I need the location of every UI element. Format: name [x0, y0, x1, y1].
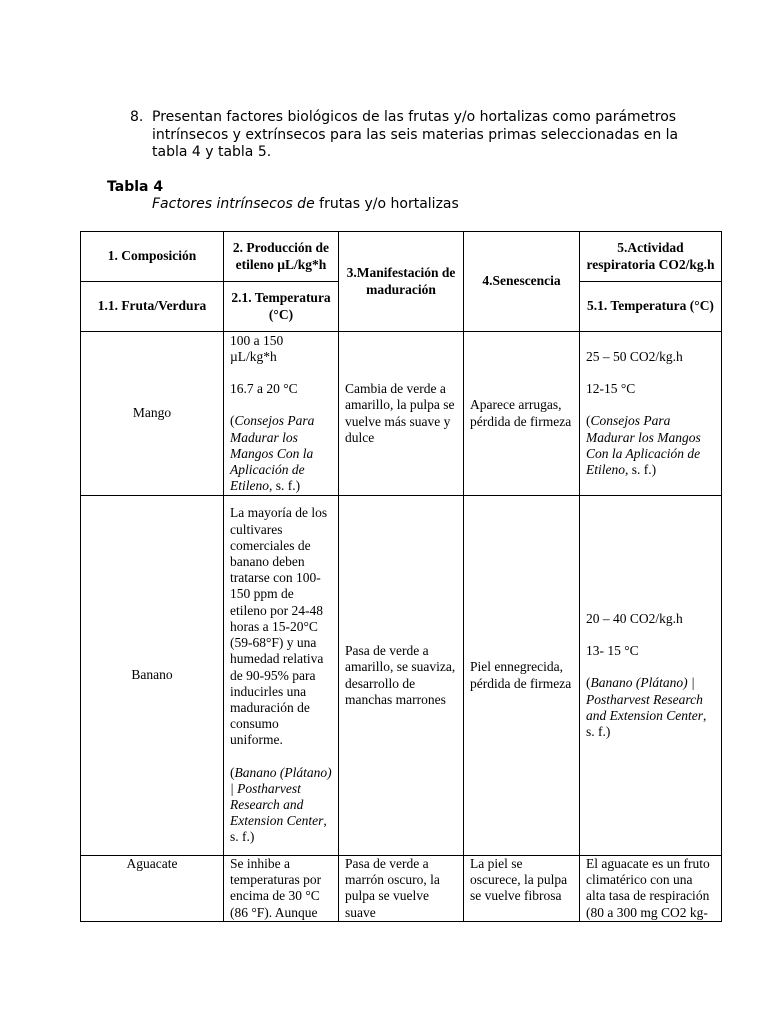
reference-text: (Consejos Para Madurar los Mangos Con la Aplicación de Etileno, s. f.) [230, 413, 315, 494]
cell-senescencia-mango: Aparece arrugas, pérdida de firmeza [464, 332, 580, 496]
header-fruta-verdura: 1.1. Fruta/Verdura [81, 282, 224, 332]
table-row-mango [81, 332, 722, 496]
cell-fruta-aguacate: Aguacate [81, 856, 224, 922]
tabla-4 [80, 231, 722, 922]
header-actividad-respiratoria: 5.Actividad respiratoria CO2/kg.h [580, 232, 722, 282]
cell-fruta-mango: Mango [81, 332, 224, 496]
table-label: Tabla 4 [107, 179, 164, 195]
header-row-1 [81, 232, 722, 282]
cell-respiracion-mango [580, 332, 722, 496]
cell-respiracion-aguacate: El aguacate es un fruto climatérico con una alta tasa de respiración (80 a 300 mg CO2 kg- [580, 856, 722, 922]
header-manifestacion: 3.Manifestación de maduración [339, 232, 464, 332]
list-item-text: Presentan factores biológicos de las frutas y/o hortalizas como parámetros intrínsecos y extrínsecos para las seis materias primas seleccionadas en la tabla 4 y tabla 5. [152, 109, 679, 160]
cell-etileno-aguacate: Se inhibe a temperaturas por encima de 30 °C (86 °F). Aunque [224, 856, 339, 922]
header-senescencia: 4.Senescencia [464, 232, 580, 332]
cell-etileno-mango [224, 332, 339, 496]
table-row-aguacate [81, 856, 722, 922]
reference-text: (Banano (Plátano) | Postharvest Research and Extension Center, s. f.) [230, 764, 332, 845]
cell-etileno-banano [224, 496, 339, 856]
resp-temperatura-value: 13- 15 °C [586, 643, 639, 659]
cell-fruta-banano: Banano [81, 496, 224, 856]
resp-temperatura-value: 12-15 °C [586, 381, 636, 397]
table-caption [152, 196, 459, 212]
cell-maduracion-aguacate: Pasa de verde a marrón oscuro, la pulpa se vuelve suave [339, 856, 464, 922]
table-row-banano [81, 496, 722, 856]
respiracion-value: 20 – 40 CO2/kg.h [586, 610, 683, 626]
etileno-value: La mayoría de los cultivares comerciales de banano deben tratarse con 100-150 ppm de etileno por 24-48 horas a 15-20°C (59-68°F) y una humedad relativa de 90-95% para inducirles una maduración de consumo uniforme. [230, 505, 328, 748]
cell-maduracion-banano: Pasa de verde a amarillo, se suaviza, desarrollo de manchas marrones [339, 496, 464, 856]
etileno-value: 100 a 150 µL/kg*h [230, 332, 284, 364]
reference-text: (Consejos Para Madurar los Mangos Con la Aplicación de Etileno, s. f.) [586, 413, 701, 477]
cell-respiracion-banano [580, 496, 722, 856]
respiracion-value: 25 – 50 CO2/kg.h [586, 348, 683, 364]
header-temperatura: 2.1. Temperatura (°C) [224, 282, 339, 332]
header-temperatura-resp: 5.1. Temperatura (°C) [580, 282, 722, 332]
table-caption-italic: Factores intrínsecos de [152, 196, 315, 212]
temperatura-value: 16.7 a 20 °C [230, 381, 298, 397]
cell-maduracion-mango: Cambia de verde a amarillo, la pulpa se vuelve más suave y dulce [339, 332, 464, 496]
list-number: 8. [130, 109, 144, 125]
cell-senescencia-banano: Piel ennegrecida, pérdida de firmeza [464, 496, 580, 856]
cell-senescencia-aguacate: La piel se oscurece, la pulpa se vuelve fibrosa [464, 856, 580, 922]
reference-text: (Banano (Plátano) | Postharvest Research and Extension Center, s. f.) [586, 675, 707, 739]
header-produccion-etileno: 2. Producción de etileno µL/kg*h [224, 232, 339, 282]
header-composicion: 1. Composición [81, 232, 224, 282]
table-caption-rest: frutas y/o hortalizas [314, 196, 459, 212]
